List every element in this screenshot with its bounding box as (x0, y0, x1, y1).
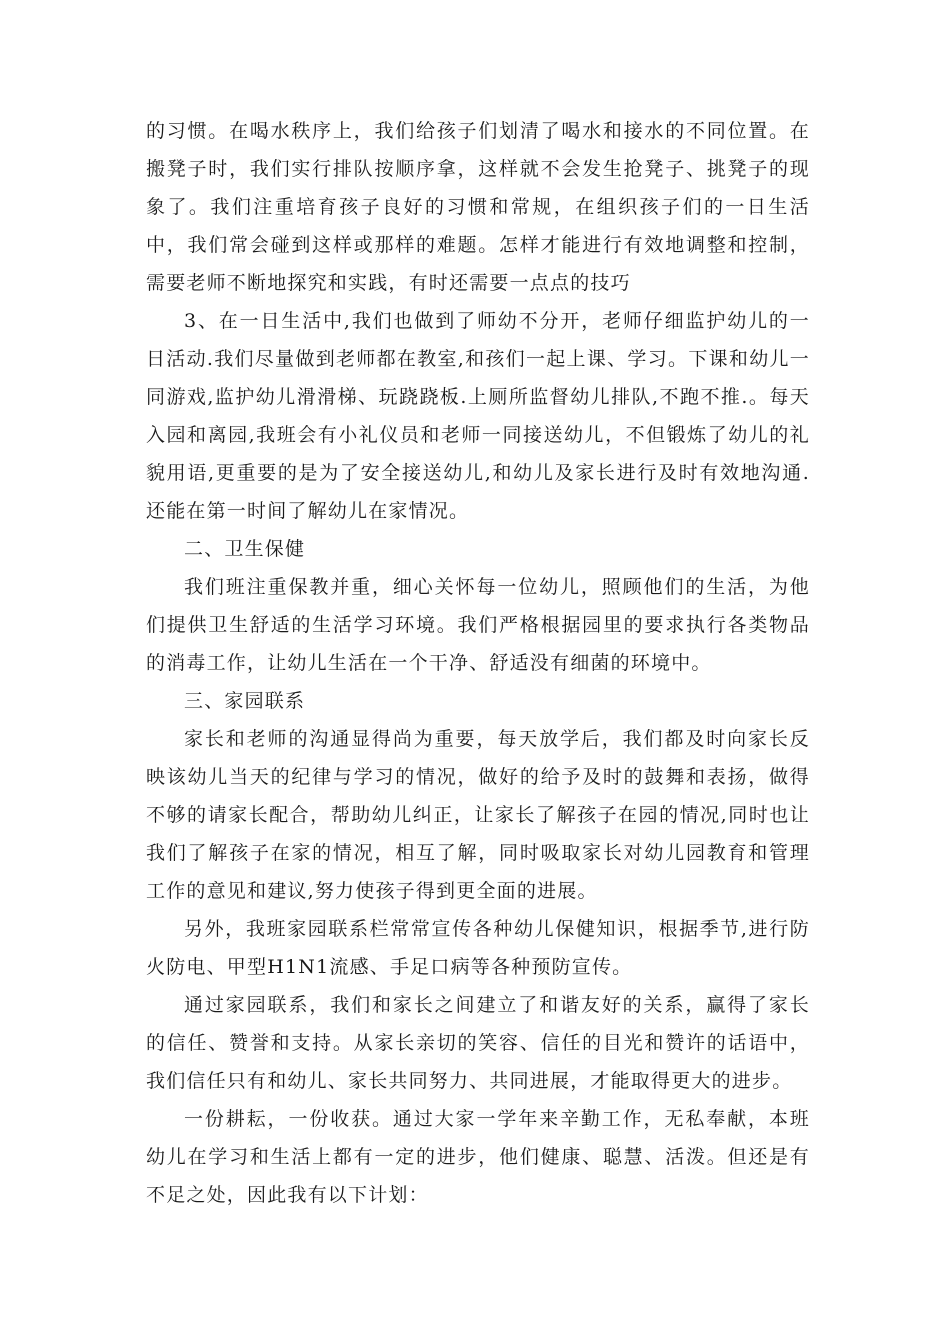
paragraph-relationship: 通过家园联系，我们和家长之间建立了和谐友好的关系，赢得了家长的信任、赞誉和支持。从家长亲切的笑容、信任的目光和赞许的话语中，我们信任只有和幼儿、家长共同努力、共同进展，才能取得更大的进步。 (146, 994, 810, 1092)
paragraph-parent-communication: 家长和老师的沟通显得尚为重要，每天放学后，我们都及时向家长反映该幼儿当天的纪律与学习的情况，做好的给予及时的鼓舞和表扬，做得不够的请家长配合，帮助幼儿纠正，让家长了解孩子在园的情况,同时也让我们了解孩子在家的情况，相互了解，同时吸取家长对幼儿园教育和管理工作的意见和建议,努力使孩子得到更全面的进展。 (146, 728, 810, 902)
paragraph-hygiene: 我们班注重保教并重，细心关怀每一位幼儿，照顾他们的生活，为他们提供卫生舒适的生活学习环境。我们严格根据园里的要求执行各类物品的消毒工作，让幼儿生活在一个干净、舒适没有细菌的环境中。 (146, 576, 810, 674)
paragraph-habits: 的习惯。在喝水秩序上，我们给孩子们划清了喝水和接水的不同位置。在搬凳子时，我们实行排队按顺序拿，这样就不会发生抢凳子、挑凳子的现象了。我们注重培育孩子良好的习惯和常规，在组织孩子们的一日生活中，我们常会碰到这样或那样的难题。怎样才能进行有效地调整和控制，需要老师不断地探究和实践，有时还需要一点点的技巧 (146, 120, 810, 294)
section-heading-home-school: 三、家园联系 (184, 690, 306, 712)
section-heading-hygiene: 二、卫生保健 (184, 538, 306, 560)
paragraph-summary: 一份耕耘，一份收获。通过大家一学年来辛勤工作，无私奉献，本班幼儿在学习和生活上都有一定的进步，他们健康、聪慧、活泼。但还是有不足之处，因此我有以下计划： (146, 1108, 810, 1206)
paragraph-bulletin: 另外，我班家园联系栏常常宣传各种幼儿保健知识，根据季节,进行防火防电、甲型H1N1流感、手足口病等各种预防宣传。 (146, 918, 810, 978)
document-page (146, 112, 810, 1214)
paragraph-daily-supervision: 3、在一日生活中,我们也做到了师幼不分开，老师仔细监护幼儿的一日活动.我们尽量做到老师都在教室,和孩们一起上课、学习。下课和幼儿一同游戏,监护幼儿滑滑梯、玩跷跷板.上厕所监督幼儿排队,不跑不推.。每天入园和离园,我班会有小礼仪员和老师一同接送幼儿，不但锻炼了幼儿的礼貌用语,更重要的是为了安全接送幼儿,和幼儿及家长进行及时有效地沟通.还能在第一时间了解幼儿在家情况。 (146, 310, 810, 522)
